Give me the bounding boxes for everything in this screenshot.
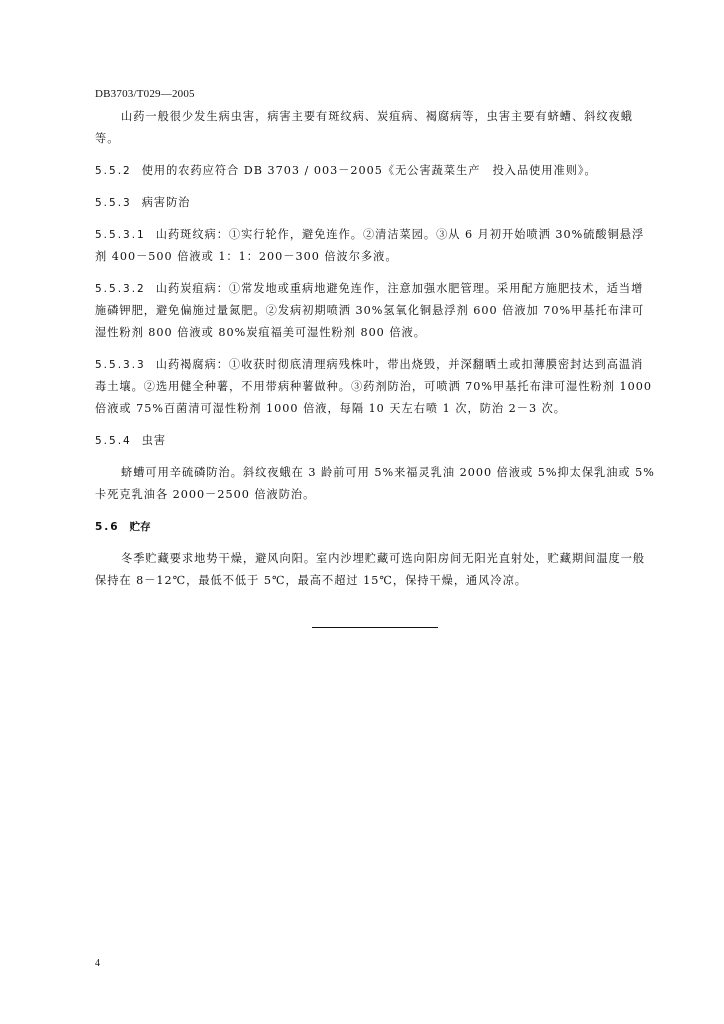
section-number: 5.5.3.3: [95, 359, 146, 371]
section-number: 5.5.4: [95, 435, 132, 447]
page-number: 4: [95, 958, 100, 969]
section-text: 山药炭疽病：①常发地或重病地避免连作，注意加强水肥管理。采用配方施肥技术，适当增施磷钾肥，避免偏施过量氮肥。②发病初期喷洒 30%氢氧化铜悬浮剂 600 倍液加 70%甲基托布津可湿性粉剂 800 倍液或 80%炭疽福美可湿性粉剂 800 倍液。: [95, 282, 645, 339]
section-number: 5.5.3.1: [95, 229, 146, 241]
section-5-5-3-1: [95, 224, 655, 268]
section-5-5-3: [95, 192, 655, 214]
end-of-document-rule: [312, 627, 438, 628]
section-text: 使用的农药应符合 DB 3703 / 003－2005《无公害蔬菜生产 投入品使用准则》。: [141, 164, 597, 177]
section-5-5-3-3: [95, 354, 655, 420]
section-number: 5.5.3: [95, 197, 132, 209]
section-number: 5.6: [95, 521, 120, 533]
section-text: 山药斑纹病：①实行轮作，避免连作。②清洁菜园。③从 6 月初开始喷洒 30%硫酸铜悬浮剂 400－500 倍液或 1：1：200－300 倍波尔多液。: [95, 228, 645, 263]
section-title: 病害防治: [141, 196, 191, 209]
pest-control-paragraph: 蛴螬可用辛硫磷防治。斜纹夜蛾在 3 龄前可用 5%来福灵乳油 2000 倍液或 5%抑太保乳油或 5%卡死克乳油各 2000－2500 倍液防治。: [95, 466, 655, 501]
section-5-5-2: [95, 160, 655, 182]
section-text: 山药褐腐病：①收获时彻底清理病残株叶，带出烧毁，并深翻晒土或扣薄膜密封达到高温消毒土壤。②选用健全种薯，不用带病种薯做种。③药剂防治，可喷洒 70%甲基托布津可湿性粉剂 1000 倍液或 75%百菌清可湿性粉剂 1000 倍液，每隔 10 天左右喷 1 次，防治 2－3 次。: [95, 358, 652, 415]
section-title: 贮存: [129, 521, 151, 533]
document-body: [95, 106, 655, 592]
storage-paragraph: 冬季贮藏要求地势干燥，避风向阳。室内沙埋贮藏可选向阳房间无阳光直射处，贮藏期间温度一般保持在 8－12℃，最低不低于 5℃，最高不超过 15℃，保持干燥，通风冷凉。: [95, 552, 646, 587]
section-title: 虫害: [141, 434, 167, 447]
section-number: 5.5.3.2: [95, 283, 146, 295]
section-5-5-3-2: [95, 278, 655, 344]
document-code-header: DB3703/T029—2005: [95, 88, 195, 100]
intro-paragraph: 山药一般很少发生病虫害，病害主要有斑纹病、炭疽病、褐腐病等，虫害主要有蛴螬、斜纹夜蛾等。: [95, 110, 633, 145]
section-5-6: [95, 516, 655, 538]
section-5-5-4: [95, 430, 655, 452]
section-number: 5.5.2: [95, 165, 132, 177]
